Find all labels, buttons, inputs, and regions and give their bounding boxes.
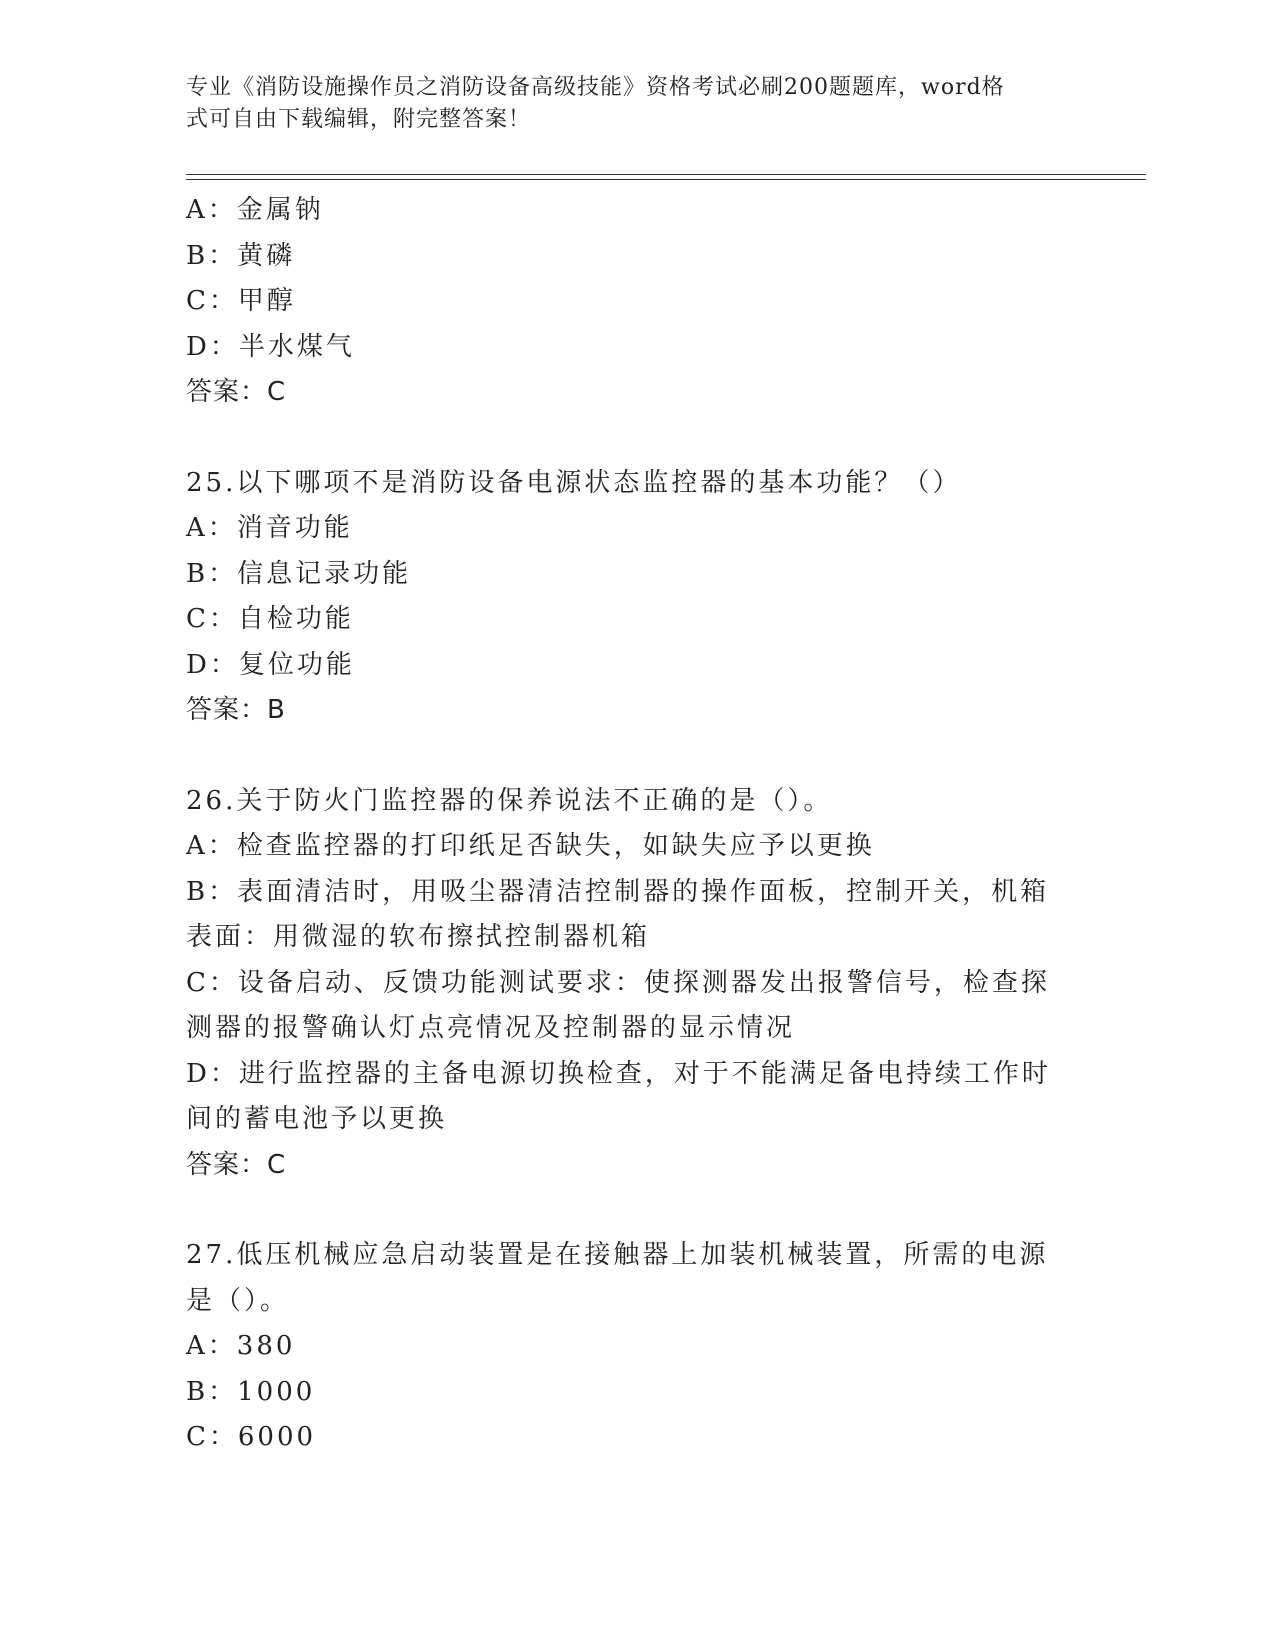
answer: 答案：C [186, 377, 287, 407]
question-block-27 [186, 1233, 1076, 1461]
option-d: D：半水煤气 [186, 331, 355, 362]
option-b: B：信息记录功能 [186, 558, 412, 589]
header-divider-bottom [186, 179, 1146, 180]
question-list [186, 188, 1076, 1461]
option-d: D：复位功能 [186, 649, 355, 680]
spacer [186, 416, 1076, 461]
spacer [186, 1188, 1076, 1233]
option-b: B：黄磷 [186, 240, 296, 271]
document-header [186, 72, 1066, 136]
option-d: D：进行监控器的主备电源切换检查，对于不能满足备电持续工作时间的蓄电池予以更换 [186, 1058, 1051, 1134]
option-a: A：检查监控器的打印纸足否缺失，如缺失应予以更换 [186, 831, 875, 861]
answer: 答案：C [186, 1149, 287, 1180]
option-a: A：消音功能 [186, 513, 353, 543]
header-line-1: 专业《消防设施操作员之消防设备高级技能》资格考试必刷200题题库，word格 [186, 75, 1005, 100]
option-a: A：380 [186, 1331, 296, 1361]
spacer [186, 734, 1076, 779]
question-text: 27.低压机械应急启动装置是在接触器上加装机械装置，所需的电源是（）。 [186, 1240, 1049, 1316]
question-text: 26.关于防火门监控器的保养说法不正确的是（）。 [186, 785, 833, 816]
option-c: C：自检功能 [186, 604, 354, 634]
question-text: 25.以下哪项不是消防设备电源状态监控器的基本功能？（） [186, 467, 962, 498]
question-block-24 [186, 188, 1076, 416]
option-b: B：1000 [186, 1376, 316, 1407]
question-block-25 [186, 461, 1076, 734]
question-block-26 [186, 779, 1076, 1189]
header-divider-top [186, 174, 1146, 175]
option-a: A：金属钠 [186, 195, 324, 225]
header-line-2: 式可自由下载编辑，附完整答案！ [186, 107, 532, 132]
answer: 答案：B [186, 695, 286, 725]
option-c: C：6000 [186, 1422, 317, 1452]
option-b: B：表面清洁时，用吸尘器清洁控制器的操作面板，控制开关，机箱表面：用微湿的软布擦拭控制器机箱 [186, 876, 1050, 952]
option-c: C：甲醇 [186, 286, 296, 316]
option-c: C：设备启动、反馈功能测试要求：使探测器发出报警信号，检查探测器的报警确认灯点亮情况及控制器的显示情况 [186, 967, 1050, 1043]
